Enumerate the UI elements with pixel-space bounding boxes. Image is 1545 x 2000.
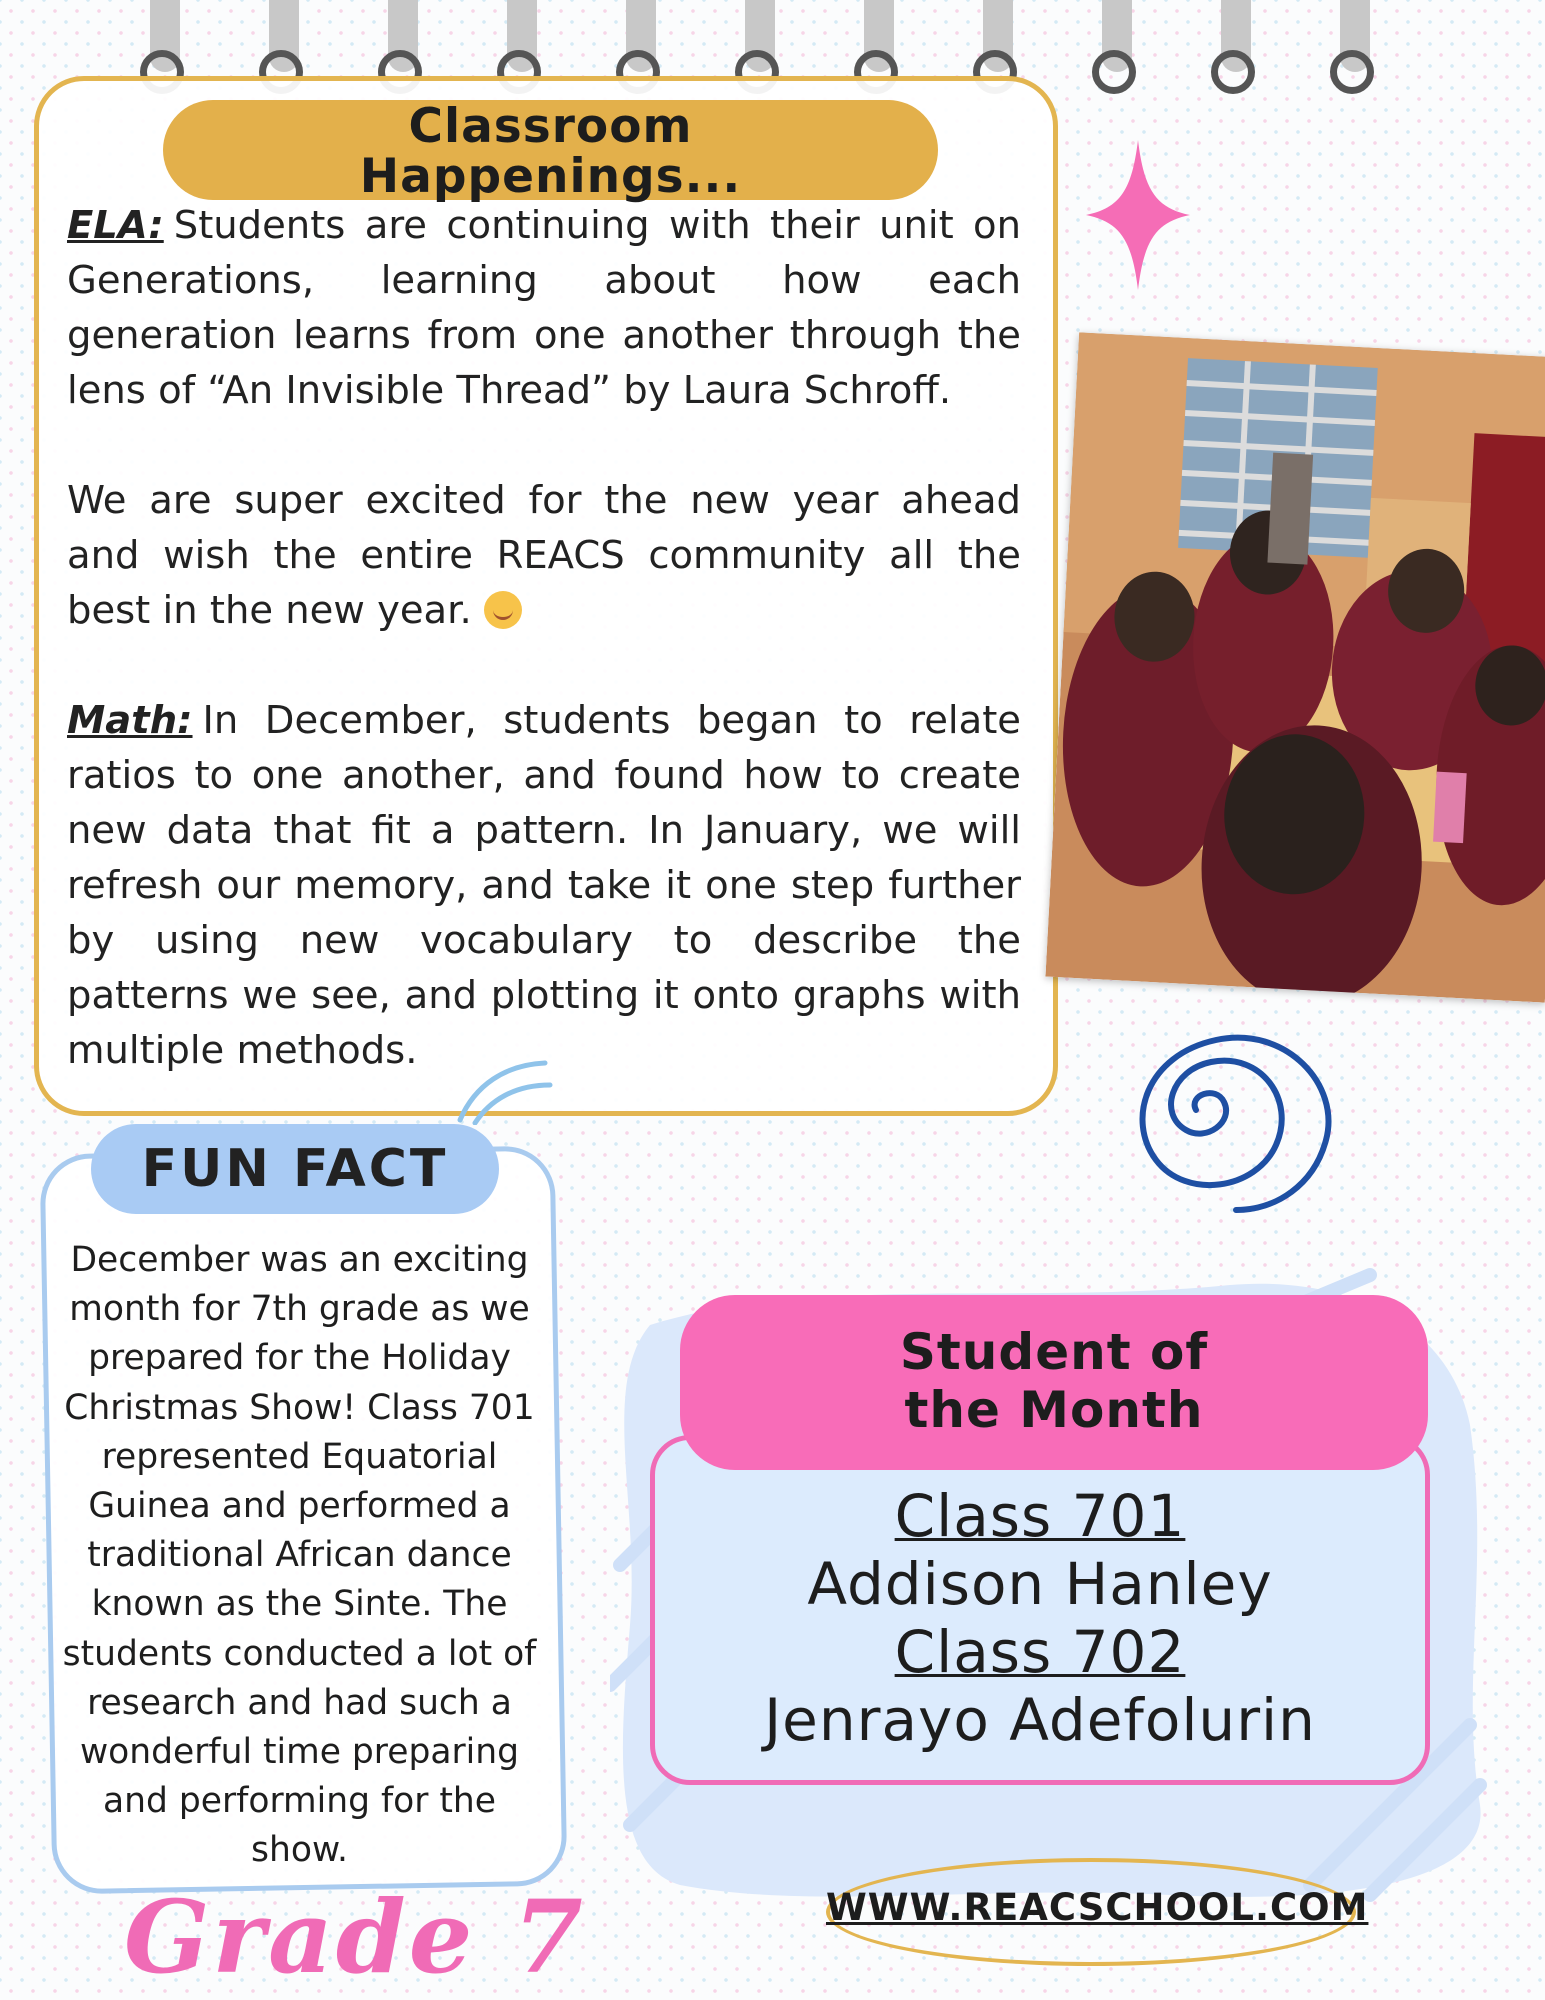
new-year-text: We are super excited for the new year ahead and wish the entire REACS community all the best in the new year. [67,478,1021,633]
new-year-paragraph [67,473,1021,638]
ela-paragraph [67,198,1021,418]
classroom-photo [1045,332,1545,1002]
som-class-701: Class 701 [894,1482,1186,1550]
classroom-title [163,99,938,204]
smile-emoji-icon [484,591,522,629]
squiggle-icon [455,1055,555,1125]
classroom-text [67,198,1021,1078]
student-of-month-title [680,1295,1428,1470]
student-of-month-list [650,1482,1430,1754]
grade-label: Grade 7 [124,1878,586,1996]
math-text: In December, students began to relate ratios to one another, and found how to create new data that fit a pattern. In January, we will refresh our memory, and take it one step further by using new vocabulary to describe the patterns we see, and plotting it onto graphs with multiple methods. [67,698,1021,1073]
ela-text: Students are continuing with their unit on Generations, learning about how each generation learns from one another through the lens of “An Invisible Thread” by Laura Schroff. [67,203,1021,413]
ela-label: ELA: [67,203,164,248]
math-paragraph [67,693,1021,1078]
sparkle-star-icon [1086,140,1190,290]
som-student-1: Addison Hanley [807,1550,1273,1618]
math-label: Math: [67,698,193,743]
som-title-line1: Student of [899,1323,1209,1381]
som-class-702: Class 702 [894,1618,1186,1686]
fun-fact-title: FUN FACT [91,1124,499,1214]
som-student-2: Jenrayo Adefolurin [764,1686,1316,1754]
fun-fact-text: December was an exciting month for 7th grade as we prepared for the Holiday Christmas Show! Class 701 represented Equatorial Guinea and performed a traditional African dance known as the Sinte. The students conducted a lot of research and had such a wonderful time preparing and performing for the show. [62,1240,537,1871]
swirl-icon [1126,1030,1341,1215]
website-link[interactable]: WWW.REACSCHOOL.COM [826,1886,1369,1929]
classroom-title-line1: Classroom [408,99,693,154]
classroom-title-line2: Happenings... [359,149,742,204]
som-title-line2: the Month [904,1381,1204,1439]
